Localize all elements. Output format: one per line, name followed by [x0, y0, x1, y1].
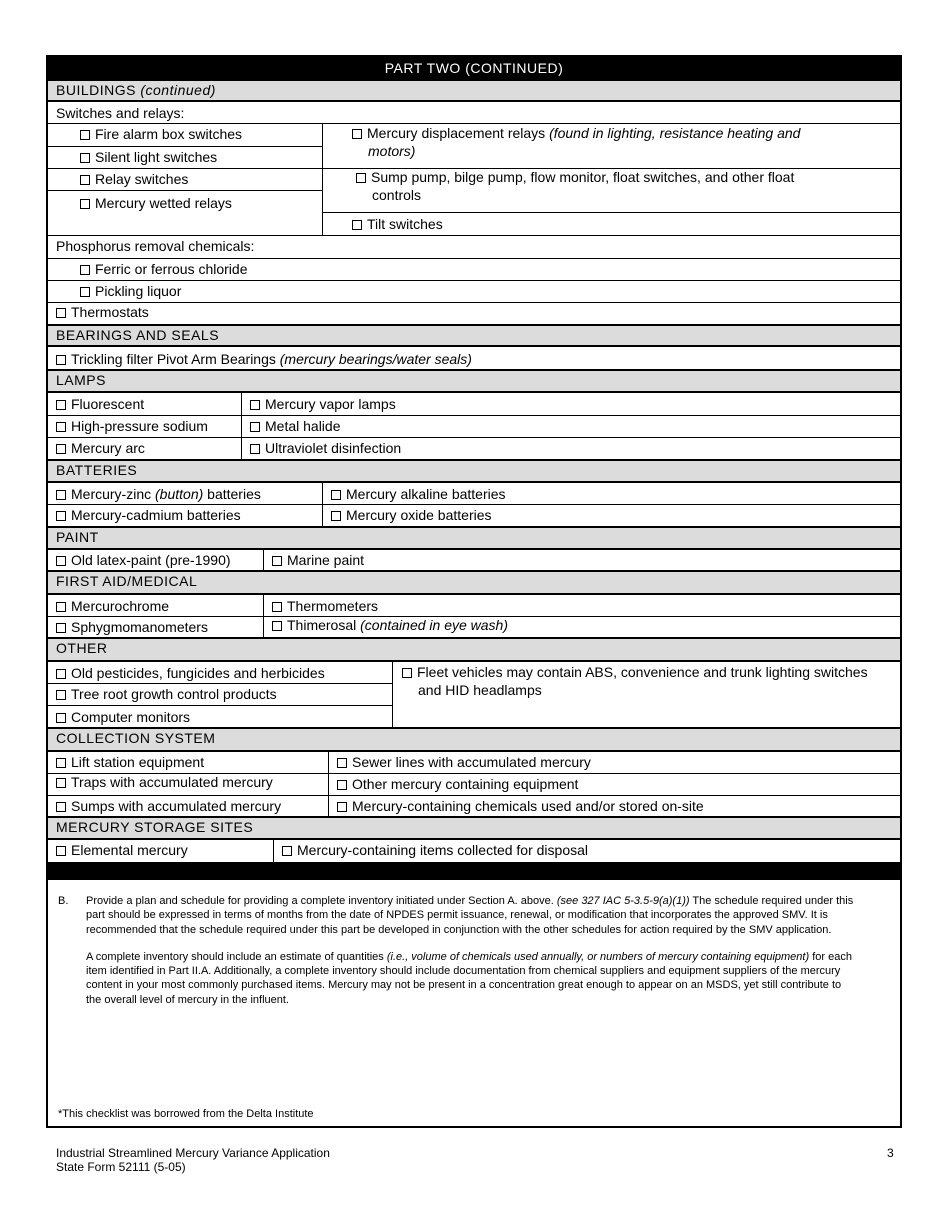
rule — [48, 705, 392, 706]
checkbox[interactable] — [80, 287, 90, 297]
item-label: Traps with accumulated mercury — [71, 774, 273, 790]
checkbox-item[interactable] — [56, 773, 273, 791]
item-label: Silent light switches — [95, 149, 218, 165]
checkbox-item[interactable] — [80, 260, 248, 278]
item-label: Marine paint — [287, 552, 365, 568]
column-divider — [392, 662, 393, 728]
checkbox[interactable] — [56, 758, 66, 768]
column-divider — [322, 483, 323, 527]
checkbox[interactable] — [56, 690, 66, 700]
checkbox[interactable] — [56, 669, 66, 679]
paragraph-note: (i.e., volume of chemicals used annually, or numbers of mercury containing equipment) — [386, 950, 810, 963]
item-label: Tilt switches — [367, 216, 443, 232]
checkbox-item[interactable] — [272, 597, 378, 615]
checkbox-item[interactable] — [56, 350, 472, 368]
item-label: Mercury oxide batteries — [346, 507, 492, 523]
item-label: Mercury alkaline batteries — [346, 486, 506, 502]
item-label: Sphygmomanometers — [71, 619, 208, 635]
section-note: (continued) — [140, 82, 216, 98]
checkbox[interactable] — [56, 602, 66, 612]
checkbox[interactable] — [56, 556, 66, 566]
checkbox-item[interactable] — [272, 551, 364, 569]
item-label: Mercury displacement relays — [367, 125, 546, 141]
checkbox-item[interactable] — [56, 506, 241, 524]
item-note: (button) — [155, 486, 204, 502]
section-first-aid: FIRST AID/MEDICAL — [48, 570, 900, 595]
checkbox[interactable] — [80, 199, 90, 209]
black-separator — [48, 862, 900, 880]
item-label: Mercury-zinc — [71, 486, 152, 502]
checkbox[interactable] — [402, 668, 412, 678]
rule — [48, 683, 392, 684]
item-label: Fluorescent — [71, 396, 145, 412]
item-label: Fleet vehicles may contain ABS, convenience and trunk lighting switches and HID headlamps — [417, 664, 868, 698]
checkbox[interactable] — [80, 175, 90, 185]
checkbox-item[interactable] — [56, 417, 208, 435]
checkbox[interactable] — [337, 802, 347, 812]
checkbox-item[interactable] — [272, 616, 508, 634]
checkbox-item[interactable] — [56, 551, 231, 569]
item-note: (mercury bearings/water seals) — [279, 351, 472, 367]
section-batteries: BATTERIES — [48, 459, 900, 483]
section-title: BUILDINGS — [56, 82, 136, 98]
checkbox[interactable] — [331, 490, 341, 500]
rule — [48, 437, 900, 438]
checkbox-item[interactable] — [56, 841, 188, 859]
checkbox[interactable] — [250, 422, 260, 432]
checkbox-item[interactable] — [402, 663, 888, 699]
checkbox-item[interactable] — [56, 797, 281, 815]
paragraph-text: Provide a plan and schedule for providing a complete inventory initiated under Section A. above. — [86, 895, 554, 907]
rule — [48, 302, 900, 303]
rule — [48, 415, 900, 416]
checkbox-item[interactable] — [352, 168, 842, 204]
switches-label: Switches and relays: — [56, 105, 185, 121]
section-b — [58, 894, 858, 1007]
rule — [322, 212, 902, 213]
section-bearings: BEARINGS AND SEALS — [48, 324, 900, 347]
checkbox-item[interactable] — [352, 215, 443, 233]
checkbox[interactable] — [56, 422, 66, 432]
checkbox-item[interactable] — [80, 170, 188, 188]
checkbox[interactable] — [56, 846, 66, 856]
page-number: 3 — [887, 1146, 894, 1160]
column-divider — [322, 123, 323, 235]
checkbox[interactable] — [56, 308, 66, 318]
citation: (see 327 IAC 5-3.5-9(a)(1)) — [556, 895, 690, 907]
item-label: Sumps with accumulated mercury — [71, 798, 282, 814]
item-label: Old pesticides, fungicides and herbicides — [71, 665, 325, 681]
checkbox-item[interactable] — [56, 753, 204, 771]
item-label: Mercury-containing items collected for disposal — [297, 842, 589, 858]
item-label: Thermometers — [287, 598, 379, 614]
item-label: Metal halide — [265, 418, 341, 434]
footnote: *This checklist was borrowed from the Delta Institute — [58, 1108, 314, 1120]
checkbox-item[interactable] — [80, 148, 217, 166]
part-title: PART TWO (CONTINUED) — [48, 57, 900, 79]
item-label: Pickling liquor — [95, 283, 182, 299]
checkbox-item[interactable] — [331, 506, 492, 524]
section-storage: MERCURY STORAGE SITES — [48, 816, 900, 840]
column-divider — [273, 840, 274, 862]
column-divider — [263, 550, 264, 572]
checkbox[interactable] — [331, 511, 341, 521]
column-divider — [328, 752, 329, 818]
column-divider — [263, 595, 264, 639]
checkbox[interactable] — [272, 621, 282, 631]
checkbox[interactable] — [356, 173, 366, 183]
checkbox[interactable] — [337, 758, 347, 768]
rule — [48, 504, 900, 505]
checkbox[interactable] — [56, 778, 66, 788]
phosphorus-label: Phosphorus removal chemicals: — [56, 238, 255, 254]
checkbox[interactable] — [250, 400, 260, 410]
checkbox[interactable] — [337, 780, 347, 790]
item-label: Ferric or ferrous chloride — [95, 261, 248, 277]
rule — [48, 190, 322, 191]
item-label: Sewer lines with accumulated mercury — [352, 754, 591, 770]
checkbox-item[interactable] — [80, 282, 181, 300]
item-label: Relay switches — [95, 171, 189, 187]
checkbox[interactable] — [56, 713, 66, 723]
checkbox[interactable] — [80, 265, 90, 275]
checkbox-item[interactable] — [56, 395, 144, 413]
checkbox-item[interactable] — [80, 194, 232, 212]
checkbox-item[interactable] — [56, 618, 208, 636]
item-label: Thimerosal — [287, 617, 357, 633]
checkbox-item[interactable] — [56, 597, 169, 615]
section-b-paragraph-2 — [86, 950, 858, 1007]
checklist-form — [46, 55, 902, 1128]
item-label: Other mercury containing equipment — [352, 776, 579, 792]
checkbox[interactable] — [352, 220, 362, 230]
checkbox-item[interactable] — [331, 485, 506, 503]
checkbox-item[interactable] — [56, 685, 277, 703]
item-label: Lift station equipment — [71, 754, 205, 770]
checkbox[interactable] — [56, 400, 66, 410]
rule — [48, 235, 900, 236]
paragraph-text: for each item identified in Part II.A. Additionally, a complete inventory should include documentation from chemical suppliers and equipment suppliers of the mercury content in your most commonly purchased items. Mercury may not be present in a concentration great enough to appear on an MSDS, yet still contribute to the overall level of mercury in the influent. — [86, 950, 852, 1006]
item-label: Sump pump, bilge pump, flow monitor, float switches, and other float controls — [371, 169, 795, 203]
footer-form-title: Industrial Streamlined Mercury Variance Application — [56, 1146, 330, 1160]
item-label: Thermostats — [71, 304, 149, 320]
item-label: High-pressure sodium — [71, 418, 208, 434]
item-label: Trickling filter Pivot Arm Bearings — [71, 351, 276, 367]
footer-form-number: State Form 52111 (5-05) — [56, 1160, 186, 1174]
checkbox[interactable] — [80, 153, 90, 163]
checkbox[interactable] — [56, 444, 66, 454]
checkbox[interactable] — [56, 623, 66, 633]
item-label: Fire alarm box switches — [95, 126, 243, 142]
item-label: Mercury wetted relays — [95, 195, 232, 211]
section-other: OTHER — [48, 637, 900, 662]
checkbox-item[interactable] — [250, 395, 396, 413]
checkbox[interactable] — [56, 511, 66, 521]
checkbox-item[interactable] — [352, 124, 843, 160]
item-label: Elemental mercury — [71, 842, 188, 858]
checkbox[interactable] — [56, 490, 66, 500]
checkbox-item[interactable] — [80, 125, 242, 143]
rule — [48, 146, 322, 147]
checkbox[interactable] — [282, 846, 292, 856]
section-b-paragraph-1 — [86, 894, 858, 937]
item-note: (contained in eye wash) — [360, 617, 509, 633]
checkbox-item[interactable] — [56, 439, 145, 457]
item-label: Ultraviolet disinfection — [265, 440, 402, 456]
item-label: Mercurochrome — [71, 598, 170, 614]
checkbox-item[interactable] — [56, 664, 325, 682]
rule — [48, 258, 900, 259]
section-lamps: LAMPS — [48, 369, 900, 393]
section-buildings — [48, 79, 900, 102]
item-label: Tree root growth control products — [71, 686, 277, 702]
checkbox[interactable] — [80, 130, 90, 140]
section-paint: PAINT — [48, 526, 900, 550]
paragraph-text: The schedule required under this part should be expressed in terms of months from the date of NPDES permit issuance, renewal, or modification that incorporates the approved SMV. It is recommended that the schedule required under this part be developed in conjunction with the other schedules for action required by the SMV application. — [86, 895, 854, 936]
item-note: (found in lighting, resistance heating and motors) — [368, 125, 801, 159]
checkbox[interactable] — [272, 556, 282, 566]
checkbox-item[interactable] — [250, 439, 401, 457]
checkbox-item[interactable] — [56, 303, 149, 321]
checkbox-item[interactable] — [56, 708, 190, 726]
item-label: Mercury-cadmium batteries — [71, 507, 241, 523]
checkbox[interactable] — [56, 802, 66, 812]
item-label: Mercury vapor lamps — [265, 396, 396, 412]
checkbox-item[interactable] — [282, 841, 588, 859]
checkbox-item[interactable] — [250, 417, 341, 435]
rule — [48, 280, 900, 281]
checkbox[interactable] — [272, 602, 282, 612]
paragraph-text: A complete inventory should include an estimate of quantities — [86, 950, 384, 963]
item-label: batteries — [207, 486, 261, 502]
checkbox[interactable] — [56, 355, 66, 365]
section-collection: COLLECTION SYSTEM — [48, 727, 900, 752]
item-label: Computer monitors — [71, 709, 191, 725]
checkbox[interactable] — [352, 129, 362, 139]
checkbox[interactable] — [250, 444, 260, 454]
item-label: Old latex-paint (pre-1990) — [71, 552, 231, 568]
section-b-label: B. — [58, 895, 69, 907]
checkbox-item[interactable] — [337, 753, 591, 771]
checkbox-item[interactable] — [337, 775, 578, 793]
item-label: Mercury-containing chemicals used and/or stored on-site — [352, 798, 704, 814]
rule — [48, 795, 900, 796]
item-label: Mercury arc — [71, 440, 145, 456]
checkbox-item[interactable] — [337, 797, 704, 815]
column-divider — [241, 393, 242, 460]
checkbox-item[interactable] — [56, 485, 261, 503]
